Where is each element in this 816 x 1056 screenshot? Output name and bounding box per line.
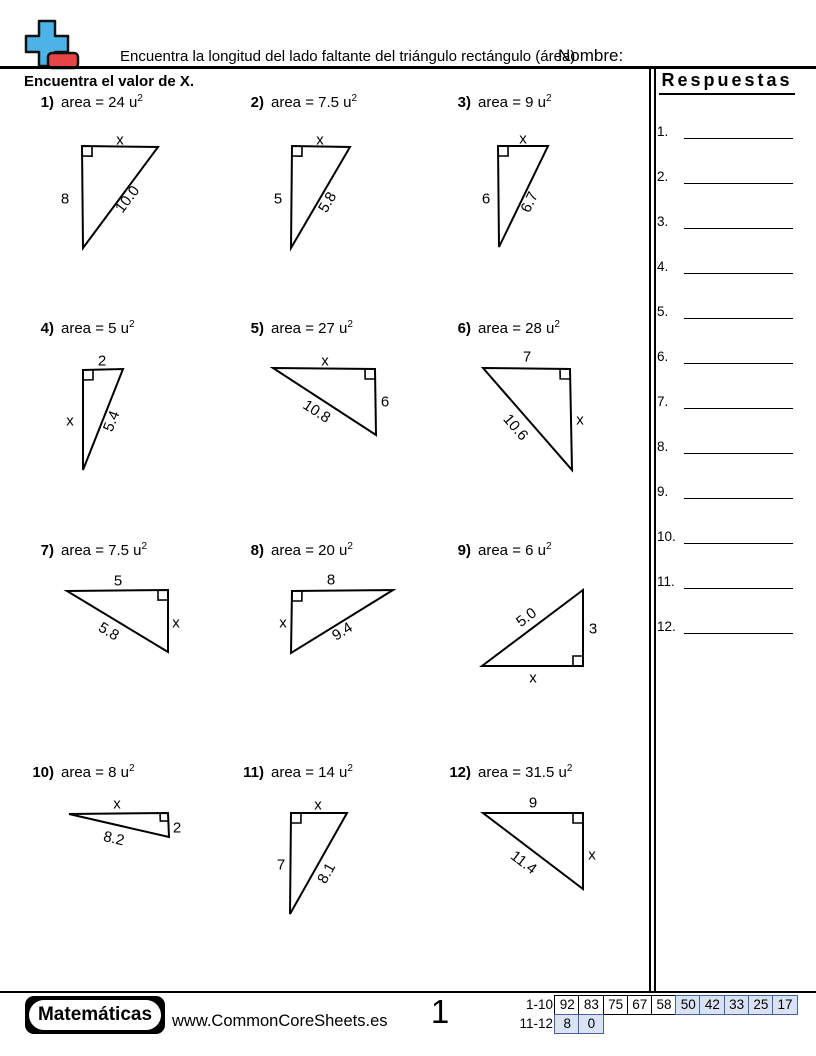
- score-cell: 58: [651, 995, 677, 1015]
- side-length-label: 2: [172, 819, 182, 837]
- triangle-figure: [483, 368, 572, 470]
- unknown-side-label: x: [66, 412, 74, 430]
- problem-number: 6): [457, 320, 471, 337]
- unknown-side-label: x: [279, 614, 287, 632]
- score-cell: 75: [603, 995, 629, 1015]
- area-label: area = 9 $u^2$: [478, 93, 552, 111]
- triangle-figure: [482, 590, 583, 666]
- problem-number: 5): [250, 320, 264, 337]
- answer-number: 3.: [657, 214, 669, 229]
- side-length-label: 8: [326, 571, 336, 589]
- area-exponent: 2: [347, 763, 353, 774]
- unknown-side-label: x: [314, 796, 322, 814]
- problem-number: 12): [449, 764, 471, 781]
- score-cell: 0: [578, 1014, 604, 1034]
- right-angle-marker: [158, 590, 168, 600]
- area-exponent: 2: [545, 93, 552, 104]
- triangle-figure: [483, 813, 583, 889]
- side-length-label: 6: [481, 190, 491, 208]
- side-length-label: 8.2: [101, 828, 126, 850]
- problem-number: 7): [40, 542, 54, 559]
- triangle-figure: [290, 813, 347, 914]
- website-url: www.CommonCoreSheets.es: [172, 1012, 388, 1030]
- side-length-label: 8: [60, 190, 70, 208]
- unknown-side-label: x: [172, 614, 180, 632]
- area-exponent: 2: [347, 541, 353, 552]
- right-angle-marker: [292, 591, 302, 601]
- area-label: area = 5 $u^2$: [61, 319, 135, 337]
- right-angle-marker: [573, 656, 583, 666]
- right-angle-marker: [82, 146, 92, 156]
- side-length-label: 9: [528, 794, 538, 812]
- score-cell: 83: [578, 995, 604, 1015]
- unknown-side-label: x: [519, 130, 527, 148]
- answer-number: 4.: [657, 259, 669, 274]
- right-angle-marker: [365, 369, 375, 379]
- answer-number: 11.: [657, 574, 675, 589]
- answer-number: 9.: [657, 484, 669, 499]
- side-length-label: 5.8: [315, 189, 341, 216]
- side-length-label: 11.4: [507, 847, 540, 878]
- page-number: 1: [430, 993, 450, 1030]
- area-label: area = 24 $u^2$: [61, 93, 143, 111]
- problem-number: 9): [457, 542, 471, 559]
- answer-number: 8.: [657, 439, 669, 454]
- area-label: area = 7.5 $u^2$: [271, 93, 358, 111]
- score-row-label: 11-12: [519, 1015, 553, 1031]
- side-length-label: 10.8: [299, 396, 334, 427]
- name-label: Nombre:: [558, 46, 624, 65]
- answer-number: 5.: [657, 304, 669, 319]
- side-length-label: 9.4: [329, 618, 356, 645]
- side-length-label: 10.6: [499, 410, 532, 445]
- score-cell: 50: [675, 995, 701, 1015]
- problem-number: 4): [40, 320, 54, 337]
- side-length-label: 7: [276, 856, 286, 874]
- problem-number: 3): [457, 94, 471, 111]
- score-cell: 25: [748, 995, 774, 1015]
- problem-number: 2): [250, 94, 264, 111]
- worksheet-title: Encuentra la longitud del lado faltante del triángulo rectángulo (área): [120, 48, 576, 65]
- side-length-label: 5: [273, 190, 283, 208]
- unknown-side-label: x: [529, 669, 537, 687]
- problem-number: 1): [40, 94, 54, 111]
- area-exponent: 2: [128, 319, 135, 330]
- area-exponent: 2: [141, 541, 148, 552]
- right-angle-marker: [83, 370, 93, 380]
- answer-number: 6.: [657, 349, 669, 364]
- area-exponent: 2: [554, 319, 560, 330]
- side-length-label: 5.4: [99, 408, 124, 435]
- unknown-side-label: x: [113, 795, 121, 813]
- side-length-label: 6: [380, 393, 390, 411]
- side-length-label: 3: [588, 620, 598, 638]
- score-cell: 67: [627, 995, 653, 1015]
- score-cell: 17: [772, 995, 798, 1015]
- answers-title: Respuestas: [659, 70, 794, 95]
- right-angle-marker: [292, 146, 302, 156]
- problem-number: 10): [32, 764, 54, 781]
- area-exponent: 2: [566, 763, 573, 774]
- area-label: area = 28 $u^2$: [478, 319, 560, 337]
- unknown-side-label: x: [588, 846, 596, 864]
- score-cell: 8: [554, 1014, 580, 1034]
- area-label: area = 31.5 $u^2$: [478, 763, 573, 781]
- side-length-label: 5: [113, 572, 123, 590]
- score-row-label: 1-10: [525, 997, 553, 1012]
- side-length-label: 5.8: [95, 618, 122, 645]
- answer-number: 7.: [657, 394, 669, 409]
- area-exponent: 2: [137, 93, 143, 104]
- side-length-label: 7: [522, 348, 532, 366]
- area-label: area = 8 $u^2$: [61, 763, 135, 781]
- instruction-text: Encuentra el valor de X.: [24, 73, 195, 90]
- area-label: area = 14 $u^2$: [271, 763, 353, 781]
- brand-logo: [25, 996, 165, 1034]
- unknown-side-label: x: [321, 352, 329, 370]
- area-label: area = 6 $u^2$: [478, 541, 552, 559]
- area-label: area = 20 $u^2$: [271, 541, 353, 559]
- area-exponent: 2: [128, 763, 135, 774]
- answer-number: 10.: [657, 529, 676, 544]
- footer-rule: [0, 991, 816, 993]
- right-angle-marker: [291, 813, 301, 823]
- side-length-label: 8.1: [314, 860, 340, 887]
- problem-number: 11): [243, 764, 264, 781]
- answer-number: 12.: [657, 619, 676, 634]
- brand-name: Matemáticas: [29, 1000, 161, 1030]
- score-cell: 92: [554, 995, 580, 1015]
- unknown-side-label: x: [576, 411, 584, 429]
- score-cell: 42: [699, 995, 725, 1015]
- area-label: area = 27 $u^2$: [271, 319, 353, 337]
- right-angle-marker: [560, 369, 570, 379]
- problem-number: 8): [250, 542, 264, 559]
- answer-number: 2.: [657, 169, 669, 184]
- answer-number: 1.: [657, 124, 669, 139]
- score-row: [516, 1014, 604, 1034]
- unknown-side-label: x: [316, 131, 324, 149]
- side-length-label: 5.0: [513, 604, 540, 631]
- side-length-label: 6.7: [517, 189, 542, 216]
- area-label: area = 7.5 $u^2$: [61, 541, 148, 559]
- triangle-figure: [67, 590, 168, 652]
- score-row: [516, 995, 798, 1015]
- side-length-label: 10.0: [112, 182, 144, 217]
- area-exponent: 2: [347, 319, 353, 330]
- side-length-label: 2: [97, 352, 107, 370]
- score-cell: 33: [724, 995, 750, 1015]
- area-exponent: 2: [351, 93, 358, 104]
- unknown-side-label: x: [116, 131, 124, 149]
- right-angle-marker: [573, 813, 583, 823]
- area-exponent: 2: [545, 541, 552, 552]
- right-angle-marker: [498, 146, 508, 156]
